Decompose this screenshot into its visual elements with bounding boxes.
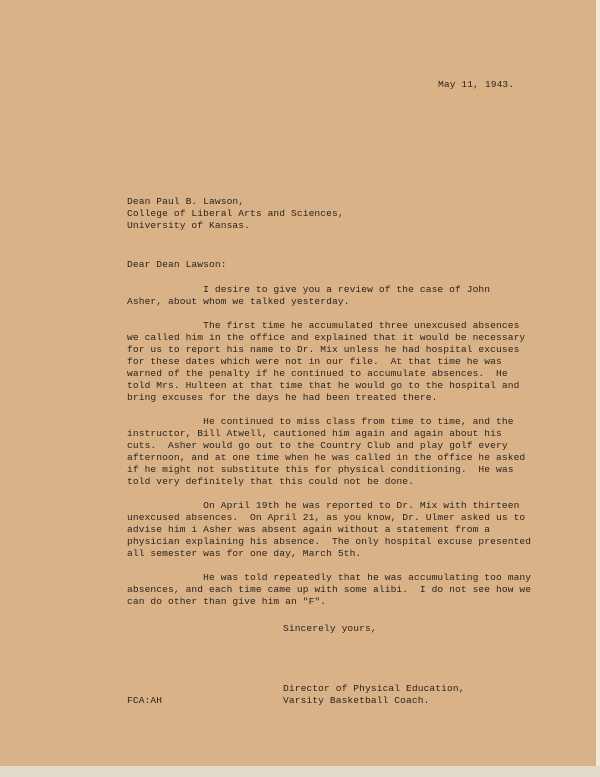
paragraph-line: instructor, Bill Atwell, cautioned him again and again about his bbox=[127, 428, 502, 439]
paragraph-line: On April 19th he was reported to Dr. Mix with thirteen bbox=[127, 500, 520, 511]
page-bottom-strip bbox=[0, 766, 600, 777]
closing: Sincerely yours, bbox=[283, 623, 377, 634]
address-line: College of Liberal Arts and Sciences, bbox=[127, 208, 344, 219]
salutation: Dear Dean Lawson: bbox=[127, 259, 227, 270]
paragraph-line: cuts. Asher would go out to the Country Club and play golf every bbox=[127, 440, 508, 451]
address-line: University of Kansas. bbox=[127, 220, 251, 231]
address-line: Dean Paul B. Lawson, bbox=[127, 196, 245, 207]
signature-title: Varsity Basketball Coach. bbox=[283, 695, 430, 706]
paragraph-line: unexcused absences. On April 21, as you know, Dr. Ulmer asked us to bbox=[127, 512, 526, 523]
paragraph-line: physician explaining his absence. The only hospital excuse presented bbox=[127, 536, 532, 547]
paragraph-line: for these dates which were not in our file. At that time he was bbox=[127, 356, 502, 367]
paragraph-line: He was told repeatedly that he was accumulating too many bbox=[127, 572, 532, 583]
paragraph-line: all semester was for one day, March 5th. bbox=[127, 548, 362, 559]
paragraph-line: Asher, about whom we talked yesterday. bbox=[127, 296, 350, 307]
paragraph-line: can do other than give him an "F". bbox=[127, 596, 327, 607]
paragraph-line: told very definitely that this could not be done. bbox=[127, 476, 415, 487]
paragraph-line: we called him in the office and explained that it would be necessary bbox=[127, 332, 526, 343]
paragraph-line: warned of the penalty if he continued to accumulate absences. He bbox=[127, 368, 508, 379]
paragraph-line: absences, and each time came up with some alibi. I do not see how we bbox=[127, 584, 532, 595]
signature-title: Director of Physical Education, bbox=[283, 683, 465, 694]
paragraph-line: bring excuses for the days he had been treated there. bbox=[127, 392, 438, 403]
letter-date: May 11, 1943. bbox=[438, 79, 515, 90]
paragraph-line: The first time he accumulated three unexcused absences bbox=[127, 320, 520, 331]
paragraph-line: for us to report his name to Dr. Mix unless he had hospital excuses bbox=[127, 344, 520, 355]
paragraph-line: told Mrs. Hulteen at that time that he would go to the hospital and bbox=[127, 380, 520, 391]
paragraph-line: I desire to give you a review of the case of John bbox=[127, 284, 491, 295]
page-edge bbox=[596, 0, 600, 777]
paragraph-line: afternoon, and at one time when he was called in the office he asked bbox=[127, 452, 526, 463]
paragraph-line: He continued to miss class from time to time, and the bbox=[127, 416, 514, 427]
paragraph-line: advise him i Asher was absent again without a statement from a bbox=[127, 524, 491, 535]
paragraph-line: if he might not substitute this for physical conditioning. He was bbox=[127, 464, 514, 475]
typist-initials: FCA:AH bbox=[127, 695, 163, 706]
